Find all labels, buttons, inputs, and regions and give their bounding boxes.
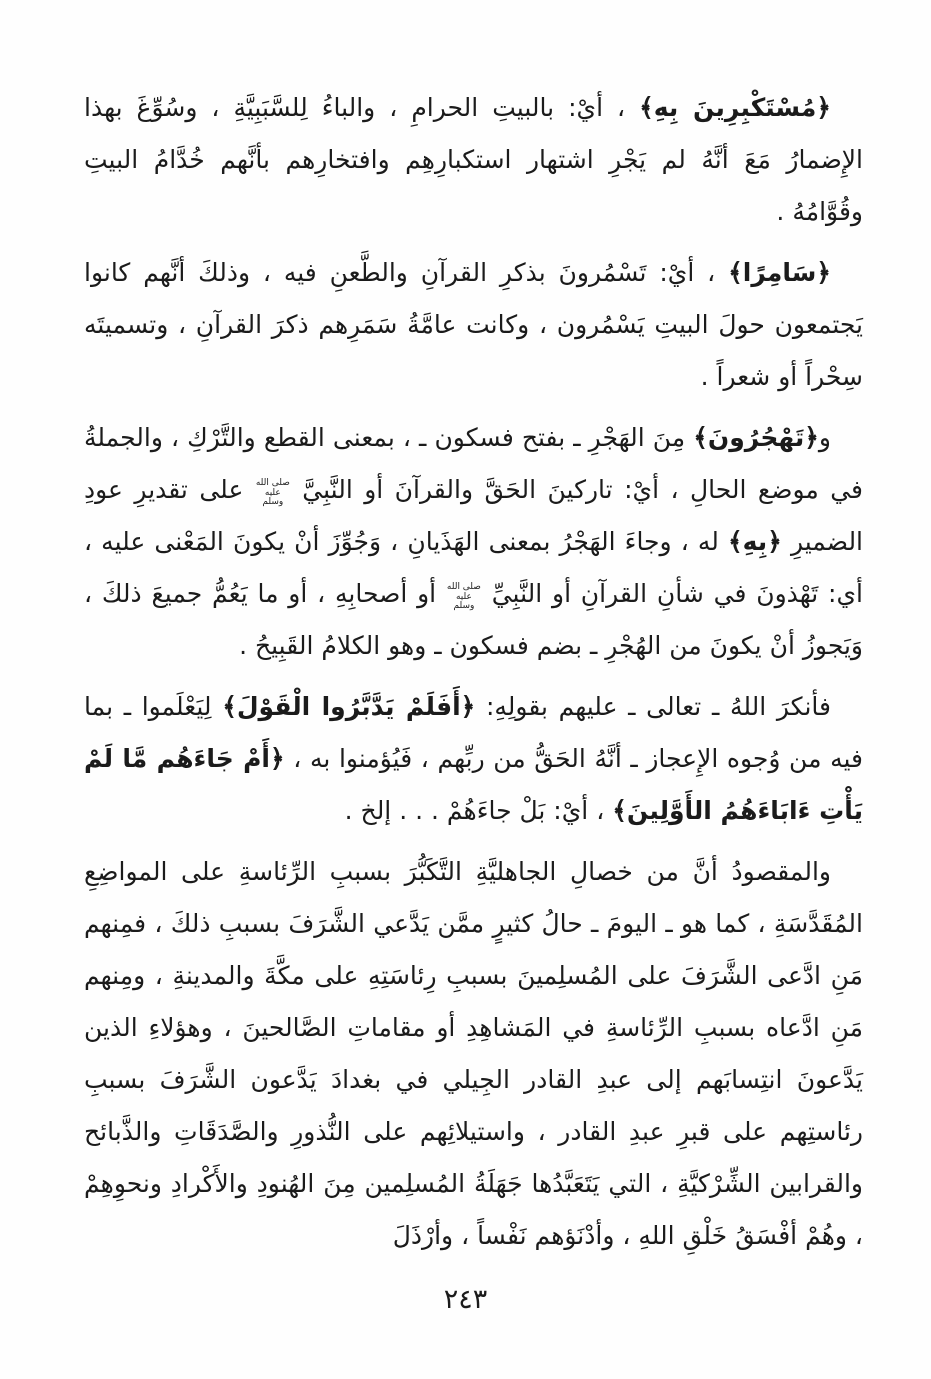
page-body xyxy=(84,82,863,1262)
paragraph xyxy=(84,412,863,672)
body-text: على تقديرِ عودِ الضميرِ xyxy=(84,475,864,556)
paragraph xyxy=(84,82,863,238)
body-text: أو أصحابِهِ ، أو ما يَعُمُّ جميعَ ذلكَ ، وَيَجوزُ أنْ يكونَ من الهُجْرِ ـ بضم فسكون ـ وهو الكلامُ القَبِيحُ . xyxy=(84,579,863,660)
quran-quote: ﴿مُسْتَكْبِرِينَ بِهِ﴾ xyxy=(639,93,831,122)
body-text: لِيَعْلَموا ـ بما فيه من وُجوه الإِعجاز ـ أنَّهُ الحَقُّ من ربِّهم ، فَيُؤمنوا به ، xyxy=(84,692,863,773)
body-text: والمقصودُ أنَّ من خصالِ الجاهليَّةِ التَّكَبُّرَ بسببِ الرِّئاسةِ على المواضِعِ المُقَدَّسَةِ ، كما هو ـ اليومَ ـ حالُ كثيرٍ ممَّن يَدَّعي الشَّرَفَ بسببِ ذلكَ ، فمِنهم مَنِ ادَّعى الشَّرَفَ على المُسلِمينَ بسببِ رِئاسَتِهِ على مكَّةَ والمدينةِ ، ومِنهم مَنِ ادَّعاه بسببِ الرِّئاسةِ في المَشاهِدِ أو مقاماتِ الصَّالحينَ ، وهؤلاءِ الذين يَدَّعونَ انتِسابَهم إلى عبدِ القادر الجِيلي في بغدادَ يَدَّعون الشَّرَفَ بسببِ رئاستِهم على قبرِ عبدِ القادر ، واستيلائِهم على النُّذورِ والصَّدَقَاتِ والذَّبائح والقرابين الشِّرْكيَّةِ ، التي يَتَعَبَّدُها جَهَلَةُ المُسلِمين مِنَ الهُنودِ والأَكْرادِ ونحوِهِمْ ، وهُمْ أفْسَقُ خَلْقِ اللهِ ، وأدْنَؤهم نَفْساً ، وأرْذَلَ xyxy=(84,857,863,1250)
quran-quote: ﴿أَفَلَمْ يَدَّبَّرُوا الْقَوْلَ﴾ xyxy=(222,692,476,721)
body-text: و xyxy=(818,423,831,452)
page-number: ٢٤٣ xyxy=(443,1284,488,1315)
honorific-symbol: صلى الله عليه وسلم xyxy=(255,478,290,507)
quran-quote: ﴿بِهِ﴾ xyxy=(728,527,782,556)
body-text: فأنكرَ اللهُ ـ تعالى ـ عليهم بقولِهِ: xyxy=(475,692,831,721)
quran-quote: ﴿تَهْجُرُونَ﴾ xyxy=(693,423,819,452)
body-text: مِنَ الهَجْرِ ـ بفتح فسكون ـ ، بمعنى القطع والتَّرْكِ ، والجملةُ في موضع الحالِ ، أيْ: تاركينَ الحَقَّ والقرآنَ أو النَّبِيَّ xyxy=(84,423,863,504)
paragraph xyxy=(84,681,863,837)
quran-quote: ﴿سَامِرًا﴾ xyxy=(728,258,831,287)
honorific-symbol: صلى الله عليه وسلم xyxy=(446,582,481,611)
body-text: ، أيْ: بَلْ جاءَهُمْ . . . إلخ . xyxy=(344,796,613,825)
body-text: له ، وجاءَ الهَجْرُ بمعنى الهَذَيانِ ، وَجُوِّزَ أنْ يكونَ المَعْنى عليه ، أي: تَهْذونَ في شأنِ القرآنِ أو النَّبِيِّ xyxy=(84,527,863,608)
paragraph xyxy=(84,846,863,1262)
body-text: ، أيْ: تَسْمُرونَ بذكرِ القرآنِ والطَّعنِ فيه ، وذلكَ أنَّهم كانوا يَجتمعون حولَ البيتِ يَسْمُرون ، وكانت عامَّةُ سَمَرِهم ذكرَ القرآنِ ، وتسميتَه سِحْراً أو شعراً . xyxy=(84,258,863,391)
quran-quote: ﴿أَمْ جَاءَهُم مَّا لَمْ يَأْتِ ءَابَاءَهُمُ الأَوَّلِينَ﴾ xyxy=(84,744,863,825)
paragraph xyxy=(84,247,863,403)
body-text: ، أيْ: بالبيتِ الحرامِ ، والباءُ لِلسَّبَبِيَّةِ ، وسُوِّغَ بهذا الإِضمارُ مَعَ أنَّهُ لم يَجْرِ اشتهار استكبارِهِم وافتخارِهم بأنَّهم خُدَّامُ البيتِ وقُوَّامُهُ . xyxy=(84,93,863,226)
